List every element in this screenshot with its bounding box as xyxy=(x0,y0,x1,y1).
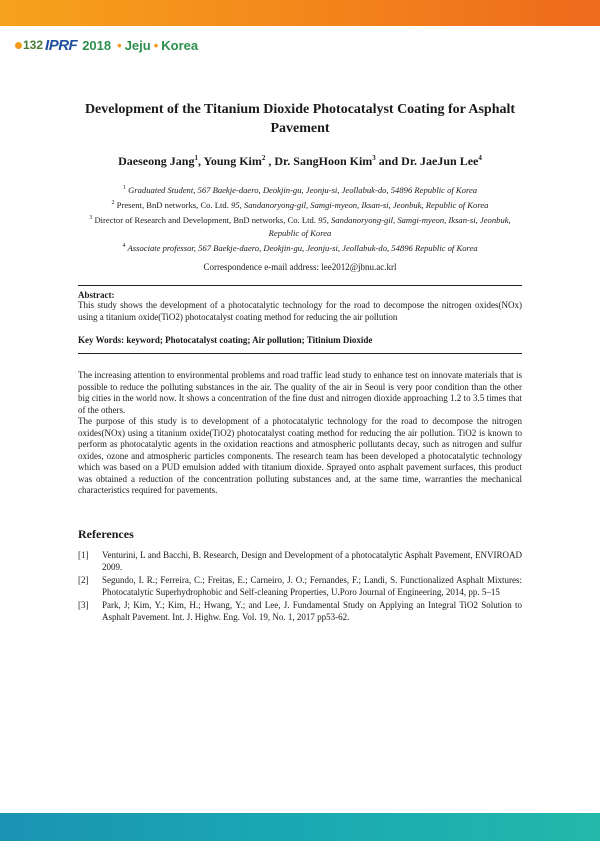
abstract-text: This study shows the development of a photocatalytic technology for the road to decompose the nitrogen oxides(NOx) using a titanium oxide(TiO2) photocatalyst coating method for reducing the air pollution xyxy=(78,300,522,322)
logo-separator: • xyxy=(117,37,122,53)
affiliation-item xyxy=(78,197,522,212)
reference-text: Park, J; Kim, Y.; Kim, H.; Hwang, Y.; and Lee, J. Fundamental Study on Applying an Integral TiO2 Solution to Asphalt Pavement. Int. J. Highw. Eng. Vol. 19, No. 1, 2017 pp53-62. xyxy=(102,600,522,622)
conference-country: Korea xyxy=(161,37,199,53)
logo-separator: • xyxy=(153,37,159,53)
abstract-heading: Abstract: xyxy=(78,290,115,300)
author-name: Young Kim xyxy=(203,154,262,168)
affiliation-text: Present, BnD networks, Co. Ltd. xyxy=(116,199,229,210)
conference-logo xyxy=(15,35,198,55)
affiliation-item xyxy=(78,212,522,240)
affiliation-text: Director of Research and Development, BnD networks, Co. Ltd. xyxy=(94,214,316,225)
logo-dot-icon xyxy=(15,42,22,49)
author-name: Dr. SangHoon Kim xyxy=(274,154,373,168)
reference-text: Venturini, L and Bacchi, B. Research, Design and Development of a photocatalytic Asphalt Pavement, ENVIROAD 2009. xyxy=(102,550,522,572)
author-sup: 1 xyxy=(194,154,198,162)
conference-year: 2018 xyxy=(82,37,112,53)
divider xyxy=(78,285,522,286)
body-paragraph: The purpose of this study is to development of a photocatalytic technology for the road to decompose the nitrogen oxides(NOx) using a titanium oxide(TiO2) photocatalyst coating method for reducing the air pollution. TiO2 is known to perform as photocatalytic agents in the oxidation reactions and atmospheric pollutants decay, such as nitrogen and sulfur oxides, ozone and atmospheric particles components. The research team has been developed a photocatalytic technology which was based on a PUD emulsion added with titanium dioxide. Sprayed onto asphalt pavement surfaces, this product was obtained a reduction of the concentration polluting substances and, at the same time, warranties the mechanical characteristics required for pavements. xyxy=(78,416,522,495)
author-sup: 2 xyxy=(261,154,266,162)
footer-banner xyxy=(0,813,600,841)
correspondence-email: Correspondence e-mail address: lee2012@jbnu.ac.krl xyxy=(203,262,397,272)
keywords: Key Words: keyword; Photocatalyst coating; Air pollution; Titinium Dioxide xyxy=(78,335,373,345)
reference-number: [1] xyxy=(78,550,89,560)
author-separator: , xyxy=(265,154,275,168)
paper-title: Development of the Titanium Dioxide Photocatalyst Coating for Asphalt Pavement xyxy=(84,102,516,136)
body-paragraph: The increasing attention to environmental problems and road traffic lead study to enhance test on innovate materials that is possible to reduce the polluting substances in the air. The quality of the air in Seoul is very poor condition than the other big cities in the world now. It shows a concentration of the fine dust and nitrogen dioxide approaching 1.2 to 3.5 times that of the others. xyxy=(78,370,522,415)
header-banner xyxy=(0,0,600,26)
reference-item xyxy=(78,575,522,598)
references-heading: References xyxy=(78,527,134,541)
conference-city: Jeju xyxy=(124,37,151,53)
author-name: Daeseong Jang xyxy=(118,154,195,168)
reference-item xyxy=(78,550,522,573)
reference-item xyxy=(78,600,522,623)
affiliation-sup: 1 xyxy=(122,185,126,191)
affiliation-item xyxy=(78,182,522,197)
affiliation-sup: 3 xyxy=(89,214,93,221)
affiliation-sup: 2 xyxy=(111,199,115,206)
reference-number: [2] xyxy=(78,575,89,585)
conference-number: 132 xyxy=(23,38,44,52)
affiliation-sup: 4 xyxy=(122,242,126,249)
author-separator: and xyxy=(375,154,402,168)
author-list xyxy=(60,154,540,169)
affiliation-address: 95, Sandanoryong-gil, Samgi-myeon, Iksan-si, Jeonbuk, Republic of Korea xyxy=(231,199,489,210)
author-sup: 3 xyxy=(372,154,376,162)
conference-logo-mark: IPRF xyxy=(45,36,78,54)
affiliation-item xyxy=(78,240,522,255)
divider xyxy=(78,353,522,354)
affiliations xyxy=(78,182,522,254)
body-text xyxy=(78,370,522,497)
author-name: Dr. JaeJun Lee xyxy=(401,154,479,168)
reference-number: [3] xyxy=(78,600,89,610)
author-separator: , xyxy=(197,154,204,168)
affiliation-address: Graduated Student, 567 Baekje-daero, Deokjin-gu, Jeonju-si, Jeollabuk-do, 54896 Republic of Korea xyxy=(128,184,478,195)
affiliation-address: 95, Sandanoryong-gil, Samgi-myeon, Iksan-si, Jeonbuk, Republic of Korea xyxy=(268,214,511,238)
reference-text: Segundo, I. R.; Ferreira, C.; Freitas, E.; Carneiro, J. O.; Fernandes, F.; Landi, S. Functionalized Asphalt Mixtures: Photocatalytic Superhydrophobic and Self-cleaning Properties, U.Poro Journal of Engineering, 2014, pp. 5–15 xyxy=(102,575,522,597)
affiliation-address: Associate professor, 567 Baekje-daero, Deokjin-gu, Jeonju-si, Jeollabuk-do, 54896 Republic of Korea xyxy=(127,242,478,253)
author-sup: 4 xyxy=(478,154,482,162)
reference-list xyxy=(78,550,522,625)
